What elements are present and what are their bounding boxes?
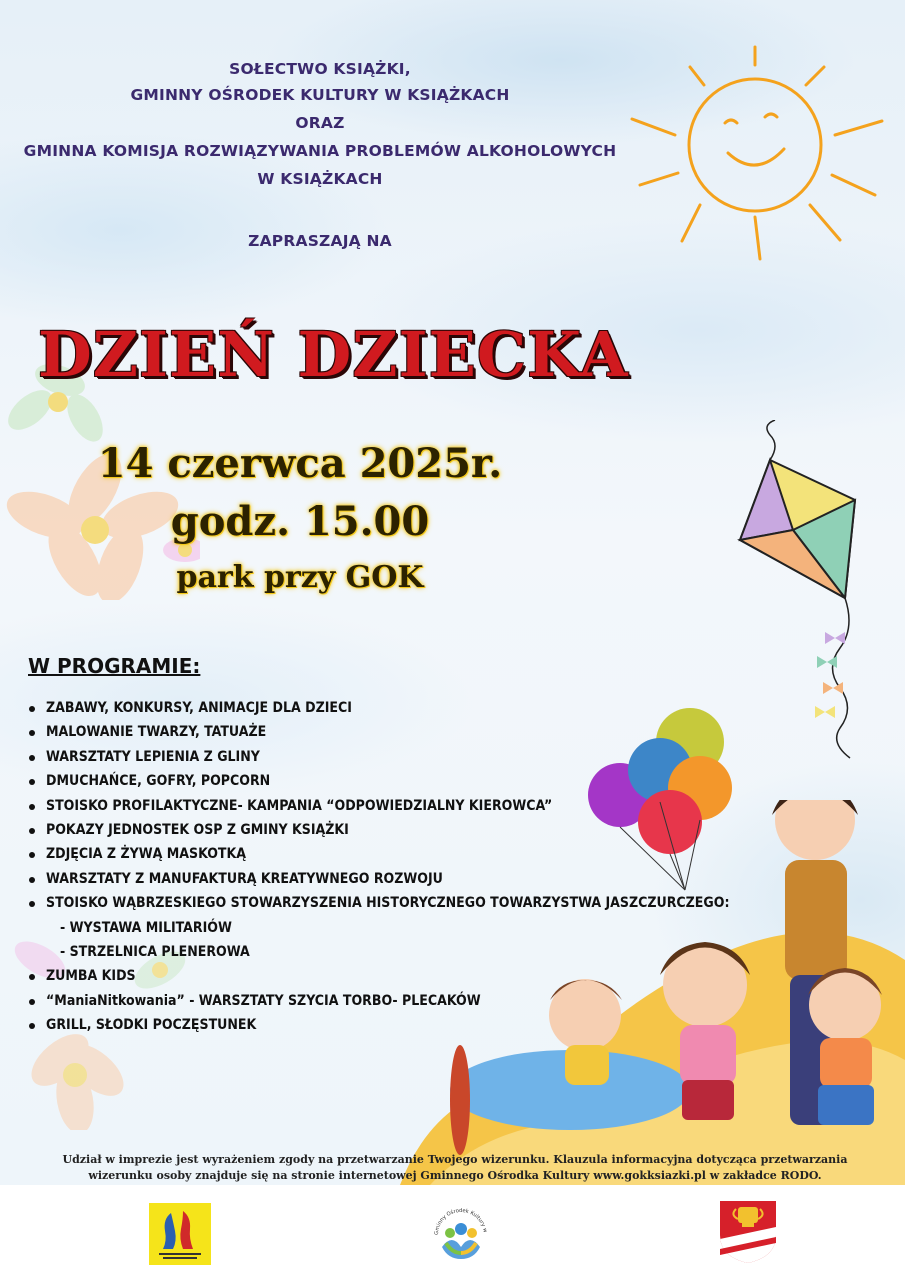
program-item: POKAZY JEDNOSTEK OSP Z GMINY KSIĄŻKI — [26, 818, 786, 842]
program-heading: W PROGRAMIE: — [28, 654, 201, 678]
program-item: MALOWANIE TWARZY, TATUAŻE — [26, 720, 786, 744]
program-item: GRILL, SŁODKI POCZĘSTUNEK — [26, 1013, 786, 1037]
program-subitem: - WYSTAWA MILITARIÓW — [60, 919, 232, 936]
organizer-line: SOŁECTWO KSIĄŻKI, — [229, 60, 411, 78]
invite-text: ZAPRASZAJĄ NA — [248, 232, 392, 250]
logos-strip — [0, 1185, 905, 1280]
organizer-line: GMINNY OŚRODEK KULTURY W KSIĄŻKACH — [130, 86, 510, 104]
program-item: STOISKO WĄBRZESKIEGO STOWARZYSZENIA HISTORYCZNEGO TOWARZYSTWA JASZCZURCZEGO: — [26, 891, 786, 915]
program-item: ZDJĘCIA Z ŻYWĄ MASKOTKĄ — [26, 842, 786, 866]
rodo-note-line2: wizerunku osoby znajduje się na stronie internetowej Gminnego Ośrodka Kultury www.gokksiazki.pl w zakładce RODO. — [88, 1169, 822, 1182]
gkrpa-logo — [149, 1203, 211, 1265]
program-item: DMUCHAŃCE, GOFRY, POPCORN — [26, 769, 786, 793]
event-title: DZIEŃ DZIECKA — [38, 318, 629, 391]
organizer-line: GMINNA KOMISJA ROZWIĄZYWANIA PROBLEMÓW ALKOHOLOWYCH — [23, 142, 617, 160]
commune-coat-of-arms — [718, 1199, 778, 1265]
organizer-line: ORAZ — [295, 114, 345, 132]
sun-illustration — [620, 45, 900, 265]
gok-logo — [428, 1199, 494, 1265]
event-place: park przy GOK — [176, 560, 424, 595]
event-date: 14 czerwca 2025r. — [97, 440, 503, 487]
program-item: ZUMBA KIDS — [26, 964, 786, 988]
gok-logo-text: Gminny Ośrodek Kultury w — [433, 1207, 488, 1236]
rodo-note — [40, 1152, 870, 1184]
rodo-note-line1: Udział w imprezie jest wyrażeniem zgody na przetwarzanie Twojego wizerunku. Klauzula informacyjna dotycząca przetwarzania — [62, 1153, 848, 1166]
program-item: “ManiaNitkowania” - WARSZTATY SZYCIA TORBO- PLECAKÓW — [26, 989, 786, 1013]
program-list — [26, 696, 786, 1037]
organizer-line: W KSIĄŻKACH — [257, 170, 383, 188]
program-item: WARSZTATY Z MANUFAKTURĄ KREATYWNEGO ROZWOJU — [26, 867, 786, 891]
program-item: WARSZTATY LEPIENIA Z GLINY — [26, 745, 786, 769]
program-item: ZABAWY, KONKURSY, ANIMACJE DLA DZIECI — [26, 696, 786, 720]
event-time: godz. 15.00 — [170, 498, 430, 545]
program-subitem: - STRZELNICA PLENEROWA — [60, 943, 250, 960]
program-item: STOISKO PROFILAKTYCZNE- KAMPANIA “ODPOWIEDZIALNY KIEROWCA” — [26, 794, 786, 818]
